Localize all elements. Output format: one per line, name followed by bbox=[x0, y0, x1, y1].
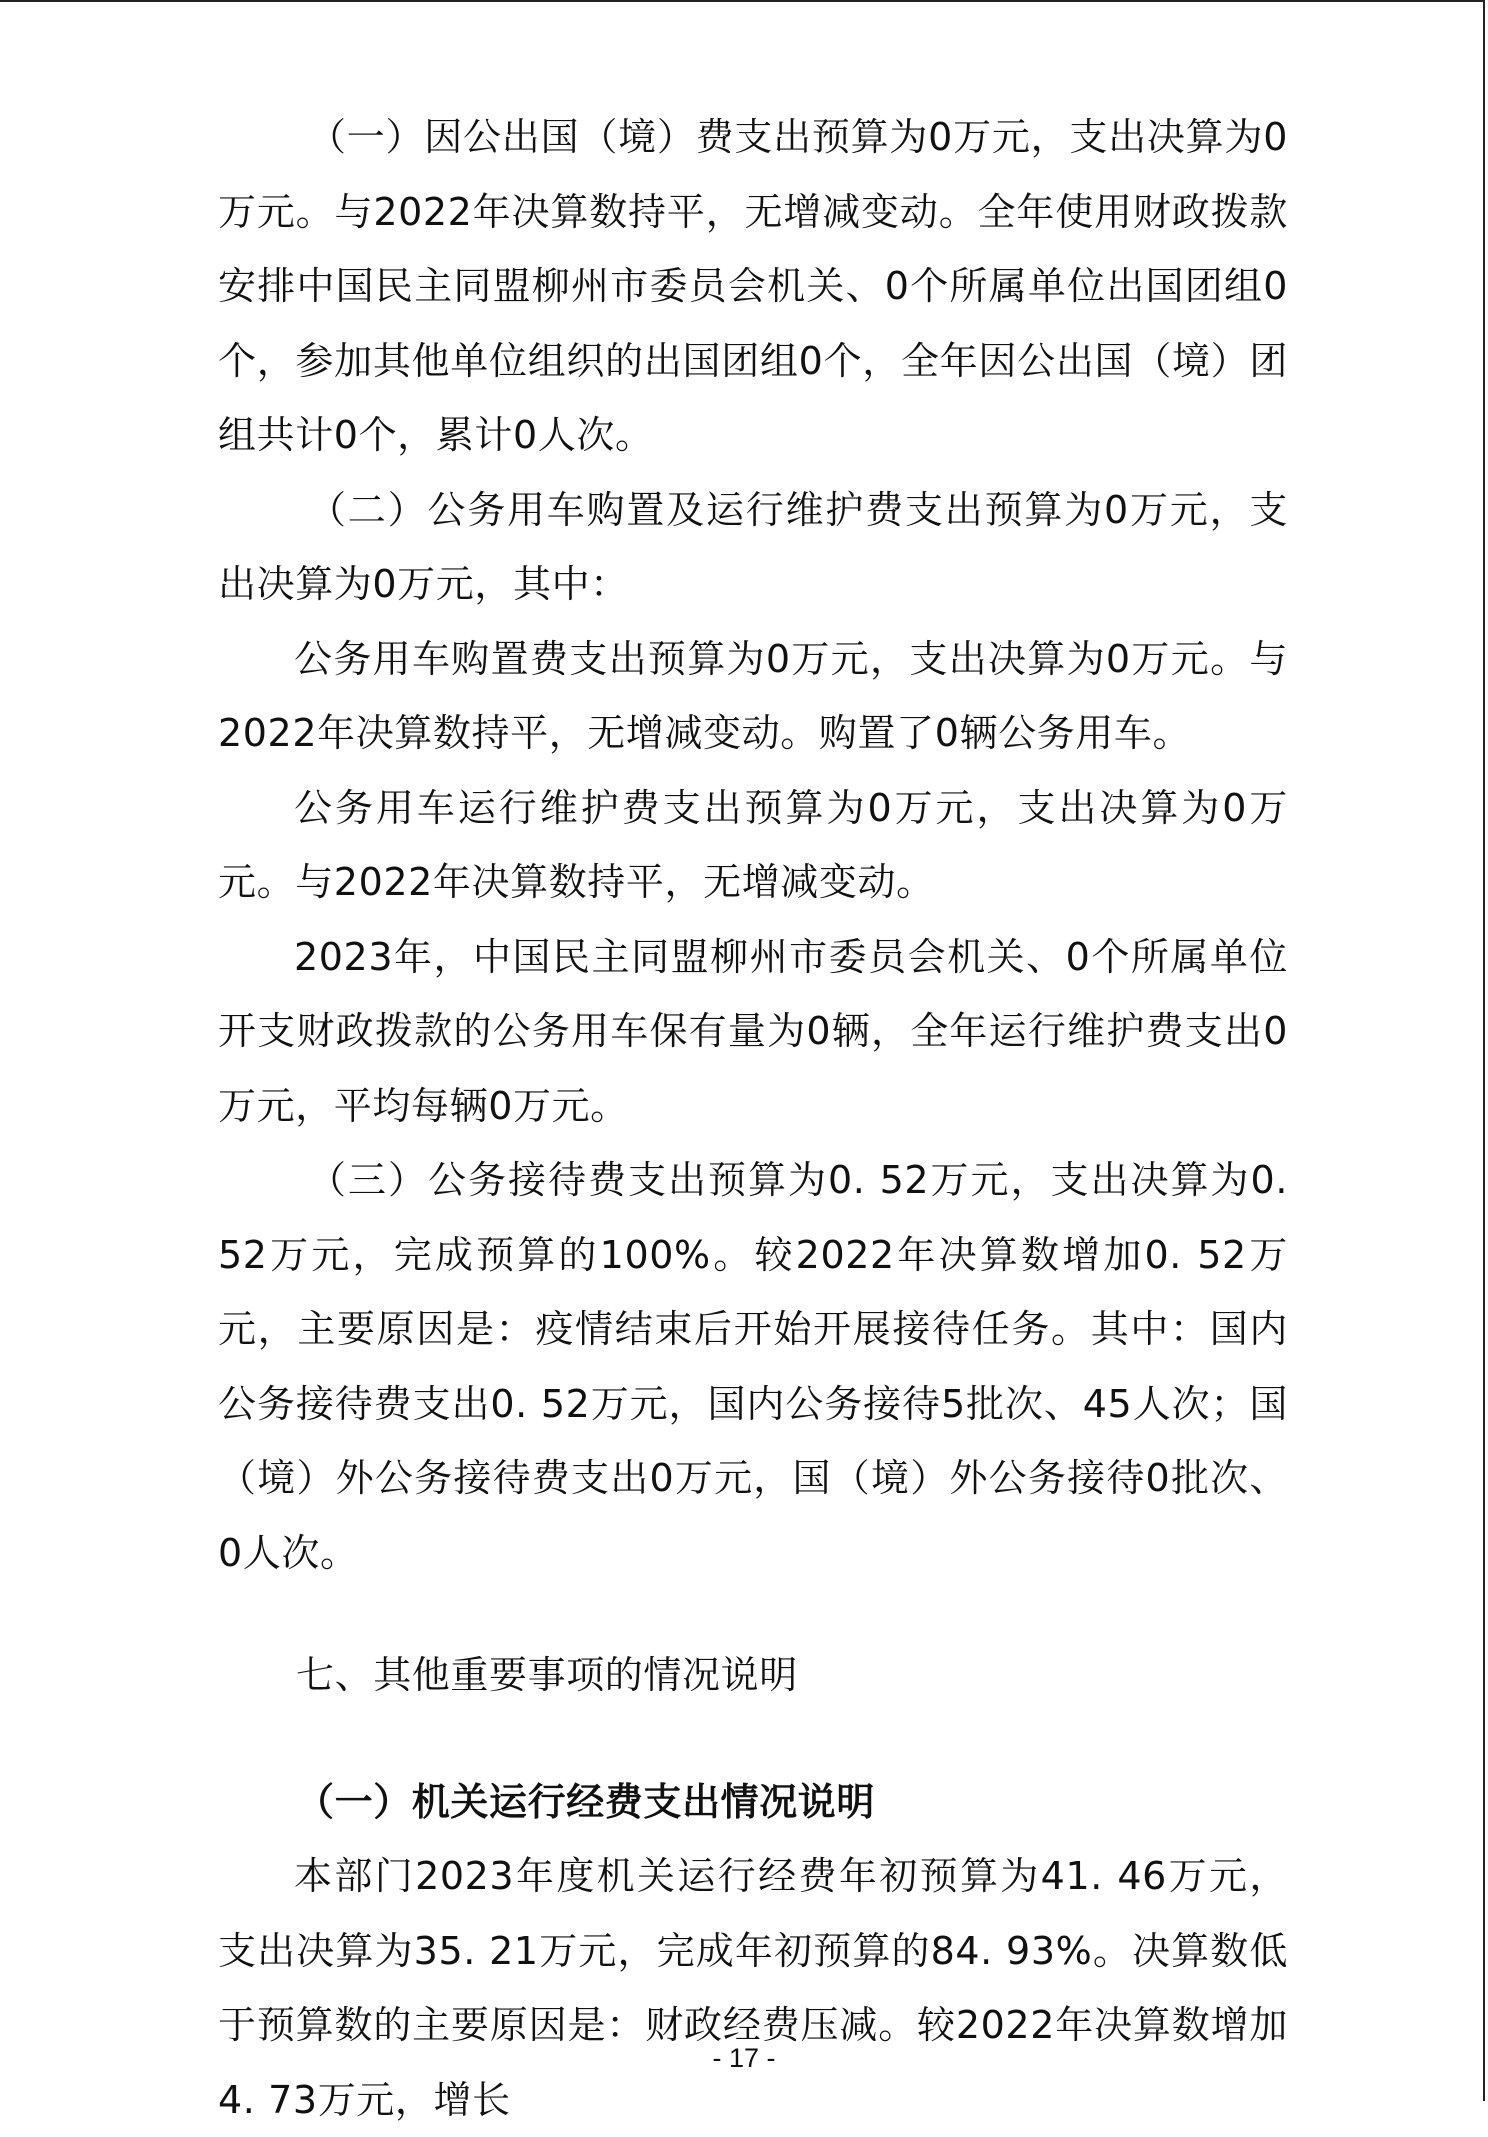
paragraph-vehicle-holdings: 2023年，中国民主同盟柳州市委员会机关、0个所属单位开支财政拨款的公务用车保有量为0辆，全年运行维护费支出0万元，平均每辆0万元。 bbox=[218, 934, 1288, 1128]
paragraph-reception: （三）公务接待费支出预算为0. 52万元，支出决算为0. 52万元，完成预算的100%。较2022年决算数增加0. 52万元，主要原因是：疫情结束后开始开展接待任务。其中：国内公务接待费支出0. 52万元，国内公务接待5批次、45人次；国（境）外公务接待费支出0万元，国（境）外公务接待0批次、0人次。 bbox=[218, 1158, 1288, 1575]
page-number: - 17 - bbox=[712, 2043, 776, 2073]
document-body bbox=[218, 100, 1288, 2137]
paragraph-overseas-travel: （一）因公出国（境）费支出预算为0万元，支出决算为0万元。与2022年决算数持平，无增减变动。全年使用财政拨款安排中国民主同盟柳州市委员会机关、0个所属单位出国团组0个，参加其他单位组织的出国团组0个，全年因公出国（境）团组共计0个，累计0人次。 bbox=[218, 115, 1288, 457]
paragraph-operating-expenses: 本部门2023年度机关运行经费年初预算为41. 46万元，支出决算为35. 21万元，完成年初预算的84. 93%。决算数低于预算数的主要原因是：财政经费压减。较2022年决算数增加4. 73万元，增长 bbox=[218, 1854, 1289, 2122]
subsection-heading: （一）机关运行经费支出情况说明 bbox=[296, 1779, 876, 1824]
paragraph-vehicle-purchase: 公务用车购置费支出预算为0万元，支出决算为0万元。与2022年决算数持平，无增减变动。购置了0辆公务用车。 bbox=[218, 636, 1288, 755]
paragraph-vehicle-maintenance: 公务用车运行维护费支出预算为0万元，支出决算为0万元。与2022年决算数持平，无增减变动。 bbox=[218, 785, 1288, 904]
paragraph-vehicle-total: （二）公务用车购置及运行维护费支出预算为0万元，支出决算为0万元，其中： bbox=[218, 487, 1288, 606]
section-heading: 七、其他重要事项的情况说明 bbox=[296, 1653, 798, 1697]
